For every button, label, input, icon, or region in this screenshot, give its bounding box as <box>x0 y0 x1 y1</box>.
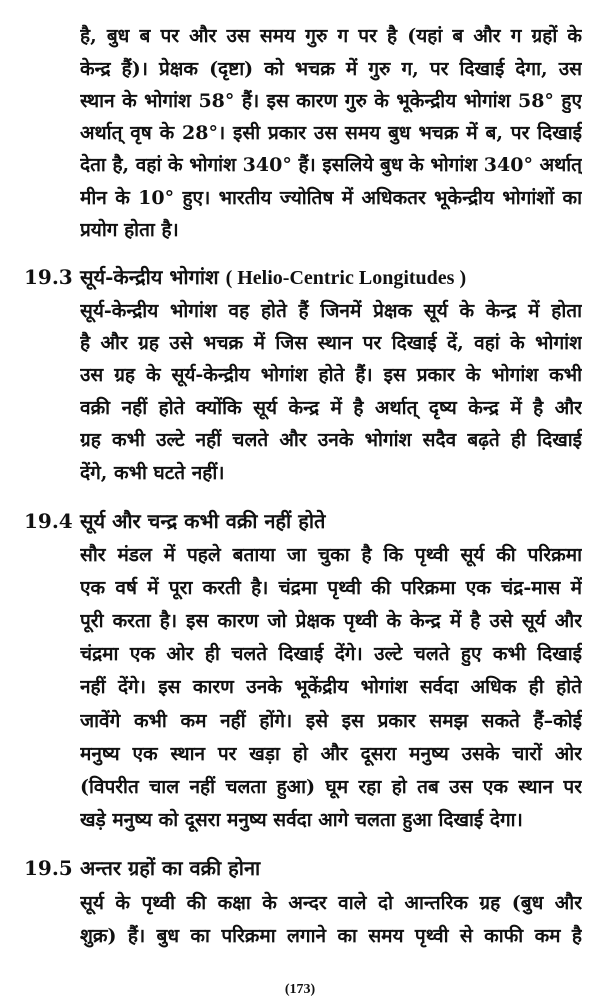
text-line: केन्द्र हैं)। प्रेक्षक (दृष्टा) को भचक्र में गुरु ग, पर दिखाई देगा, उस <box>80 58 582 80</box>
section-title: अन्तर ग्रहों का वक्री होना <box>80 856 261 880</box>
page-number: (173) <box>284 982 316 997</box>
text-line: सूर्य के पृथ्वी की कक्षा के अन्दर वाले दो आन्तरिक ग्रह (बुध और <box>80 892 582 914</box>
section-title: सूर्य और चन्द्र कभी वक्री नहीं होते <box>80 509 326 533</box>
section-title: सूर्य-केन्द्रीय भोगांश <box>80 265 219 289</box>
section-title-english: ( Helio-Centric Longitudes ) <box>225 267 467 289</box>
text-line: उस ग्रह के सूर्य-केन्द्रीय भोगांश होते हैं। इस प्रकार के भोगांश कभी <box>80 364 582 386</box>
text-line: देंगे, कभी घटते नहीं। <box>80 462 225 484</box>
text-line: सौर मंडल में पहले बताया जा चुका है कि पृथ्वी सूर्य की परिक्रमा <box>80 544 582 566</box>
text-line: स्थान के भोगांश 58° हैं। इस कारण गुरु के भूकेन्द्रीय भोगांश 58° हुए <box>80 90 582 112</box>
text-line: शुक्र) हैं। बुध का परिक्रमा लगाने का समय पृथ्वी से काफी कम है <box>80 925 582 947</box>
text-line: (विपरीत चाल नहीं चलता हुआ) घूम रहा हो तब उस एक स्थान पर <box>80 776 582 798</box>
text-line: प्रयोग होता है। <box>80 219 179 241</box>
text-line: नहीं देंगे। इस कारण उनके भूकेंद्रीय भोगांश सर्वदा अधिक ही होते <box>80 676 582 698</box>
section-heading-19-5 <box>24 855 260 881</box>
section-number: 19.3 <box>24 265 73 289</box>
text-line: एक वर्ष में पूरा करती है। चंद्रमा पृथ्वी की परिक्रमा एक चंद्र-मास में <box>80 577 582 599</box>
text-line: सूर्य-केन्द्रीय भोगांश वह होते हैं जिनमें प्रेक्षक सूर्य के केन्द्र में होता <box>80 300 582 322</box>
text-line: ग्रह कभी उल्टे नहीं चलते और उनके भोगांश सदैव बढ़ते ही दिखाई <box>80 429 582 451</box>
text-line: अर्थात् वृष के 28°। इसी प्रकार उस समय बुध भचक्र में ब, पर दिखाई <box>80 122 582 144</box>
section-heading-19-4 <box>24 508 325 534</box>
text-line: जावेंगे कभी कम नहीं होंगे। इसे इस प्रकार समझ सकते हैं–कोई <box>80 710 582 732</box>
text-line: है और ग्रह उसे भचक्र में जिस स्थान पर दिखाई दें, वहां के भोगांश <box>80 332 582 354</box>
text-line: वक्री नहीं होते क्योंकि सूर्य केन्द्र में है अर्थात् दृष्य केन्द्र में है और <box>80 397 582 419</box>
text-line: मनुष्य एक स्थान पर खड़ा हो और दूसरा मनुष्य उसके चारों ओर <box>80 743 582 765</box>
text-line: चंद्रमा एक ओर ही चलते दिखाई देंगे। उल्टे चलते हुए कभी दिखाई <box>80 643 582 665</box>
text-line: मीन के 10° हुए। भारतीय ज्योतिष में अधिकतर भूकेन्द्रीय भोगांशों का <box>80 187 582 209</box>
text-line: खड़े मनुष्य को दूसरा मनुष्य सर्वदा आगे चलता हुआ दिखाई देगा। <box>80 809 523 831</box>
section-number: 19.5 <box>24 856 73 880</box>
section-heading-19-3 <box>24 264 466 291</box>
text-line: पूरी करता है। इस कारण जो प्रेक्षक पृथ्वी के केन्द्र में है उसे सूर्य और <box>80 610 582 632</box>
text-line: देता है, वहां के भोगांश 340° हैं। इसलिये बुध के भोगांश 340° अर्थात् <box>80 154 582 176</box>
section-number: 19.4 <box>24 509 73 533</box>
text-line: है, बुध ब पर और उस समय गुरु ग पर है (यहां ब और ग ग्रहों के <box>80 25 582 47</box>
